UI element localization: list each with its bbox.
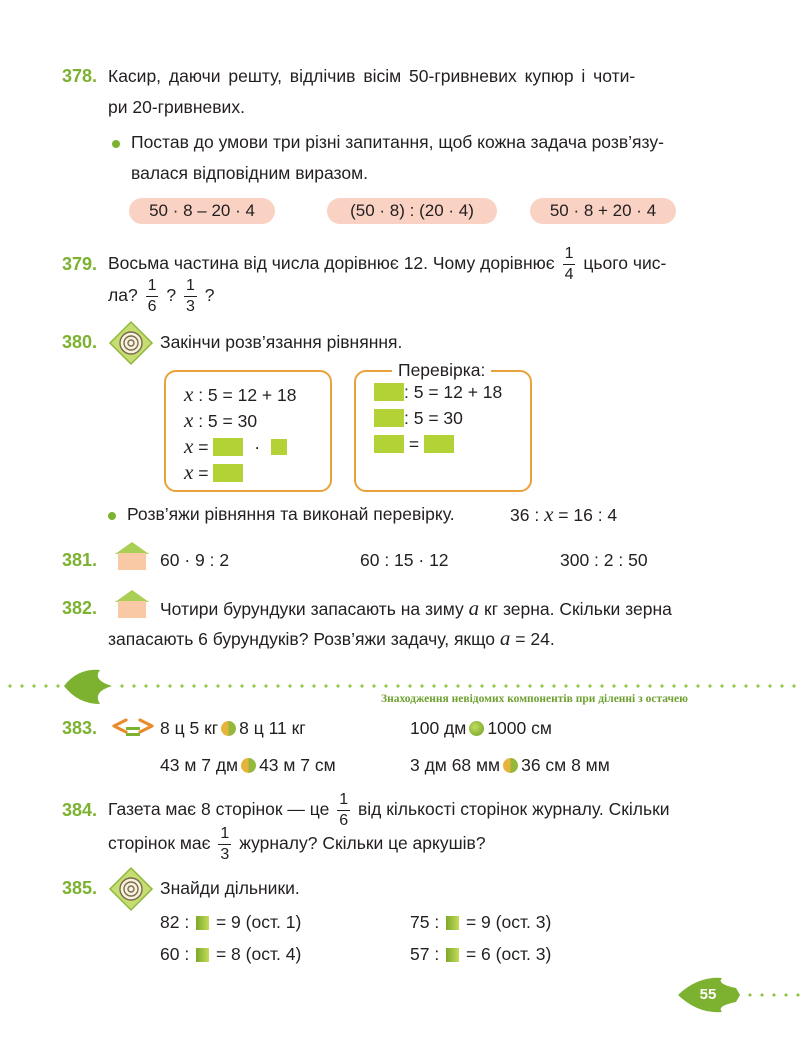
blank-box [374,383,404,401]
task-384-line1: Газета має 8 сторінок — це $\frac{1}{6}$ від кількості сторінок журналу. Скільки [108,790,670,829]
expression-pill-1: 50 · 8 – 20 · 4 [129,198,275,224]
task-379-text1b: цього чис- [583,253,667,273]
task-379-text1: Восьма частина від числа дорівнює 12. Чому дорівнює [108,253,555,273]
fraction-one-third: $\frac{1}{3}$ [220,824,230,863]
expression-pill-2: (50 · 8) : (20 · 4) [327,198,497,224]
solution-line-1: x : 5 = 12 + 18 [184,382,297,406]
task-382-number: 382. [62,598,98,618]
solution-line-3: x = · [184,434,287,459]
blank-box [271,439,287,455]
task-381-expr-1: 60 · 9 : 2 [160,550,230,570]
blank-box [213,438,243,456]
task-380-title: Закінчи розв’язання рівняння. [160,332,403,352]
compare-circle [503,758,518,773]
compare-2: 100 дм 1000 см [410,718,552,738]
blank-box [424,435,454,453]
divisor-2: 75 : = 9 (ост. 3) [410,912,552,932]
task-385-title: Знайди дільники. [160,878,300,898]
task-384-number: 384. [62,800,98,820]
spiral-diamond-icon [108,866,154,912]
house-icon [114,589,150,619]
task-379-text2: ла? [108,285,138,305]
blank-box [374,435,404,453]
blank-box [196,916,209,930]
divisor-4: 57 : = 6 (ост. 3) [410,944,552,964]
compare-signs-icon [110,714,156,742]
section-title: Знаходження невідомих компонентів при діленні з остачею [381,693,688,705]
task-384-line2: сторінок має $\frac{1}{3}$ журналу? Скільки це аркушів? [108,824,486,863]
section-divider [0,664,808,714]
check-line-1: : 5 = 12 + 18 [374,382,502,403]
solution-line-4: x = [184,460,243,485]
task-379-line2 [108,275,214,315]
bullet-dot [112,140,120,148]
compare-1: 8 ц 5 кг 8 ц 11 кг [160,718,306,738]
solution-line-2: x : 5 = 30 [184,408,258,432]
task-378-bullet-line1: Постав до умови три різні запитання, щоб кожна задача розв’язу- [131,132,664,152]
compare-4: 3 дм 68 мм 36 см 8 мм [410,755,610,775]
task-381-expr-3: 300 : 2 : 50 [560,550,648,570]
house-icon [114,541,150,571]
compare-3: 43 м 7 дм 43 м 7 см [160,755,336,775]
divisor-1: 82 : = 9 (ост. 1) [160,912,302,932]
bullet-dot [108,512,116,520]
check-line-2: : 5 = 30 [374,408,463,429]
fraction-one-fourth: $\frac{1}{4}$ [564,244,574,283]
task-383-number: 383. [62,718,98,738]
page-number: 55 [699,986,717,1003]
task-381-expr-2: 60 : 15 · 12 [360,550,449,570]
question-mark: ? [204,285,215,305]
blank-box [374,409,404,427]
task-378-line2: ри 20-гривневих. [108,97,245,117]
task-380-equation: 36 : x = 16 : 4 [510,502,618,526]
blank-box [196,948,209,962]
task-382-line1: Чотири бурундуки запасають на зиму a кг зерна. Скільки зерна [160,596,672,620]
compare-circle [469,721,484,736]
question-mark: ? [166,285,177,305]
blank-box [446,948,459,962]
blank-box [213,464,243,482]
task-378-bullet-line2: валася відповідним виразом. [131,163,368,183]
task-378-line1: Касир, даючи решту, відлічив вісім 50-гривневих купюр і чоти- [108,66,636,86]
task-379-number: 379. [62,254,98,274]
fraction-one-sixth: $\frac{1}{6}$ [339,790,349,829]
spiral-diamond-icon [108,320,154,366]
fraction-one-third: $\frac{1}{3}$ [185,276,195,315]
task-380-bullet: Розв’яжи рівняння та виконай перевірку. [127,504,455,524]
blank-box [446,916,459,930]
task-378-number: 378. [62,66,98,86]
check-line-3: = [374,434,454,455]
task-385-number: 385. [62,878,98,898]
divisor-3: 60 : = 8 (ост. 4) [160,944,302,964]
task-382-line2: запасають 6 бурундуків? Розв’яжи задачу, якщо a = 24. [108,626,555,650]
expression-pill-3: 50 · 8 + 20 · 4 [530,198,676,224]
task-380-number: 380. [62,332,98,352]
compare-circle [241,758,256,773]
task-381-number: 381. [62,550,98,570]
fraction-one-sixth: $\frac{1}{6}$ [147,276,157,315]
check-title: Перевірка: [392,360,491,381]
compare-circle [221,721,236,736]
